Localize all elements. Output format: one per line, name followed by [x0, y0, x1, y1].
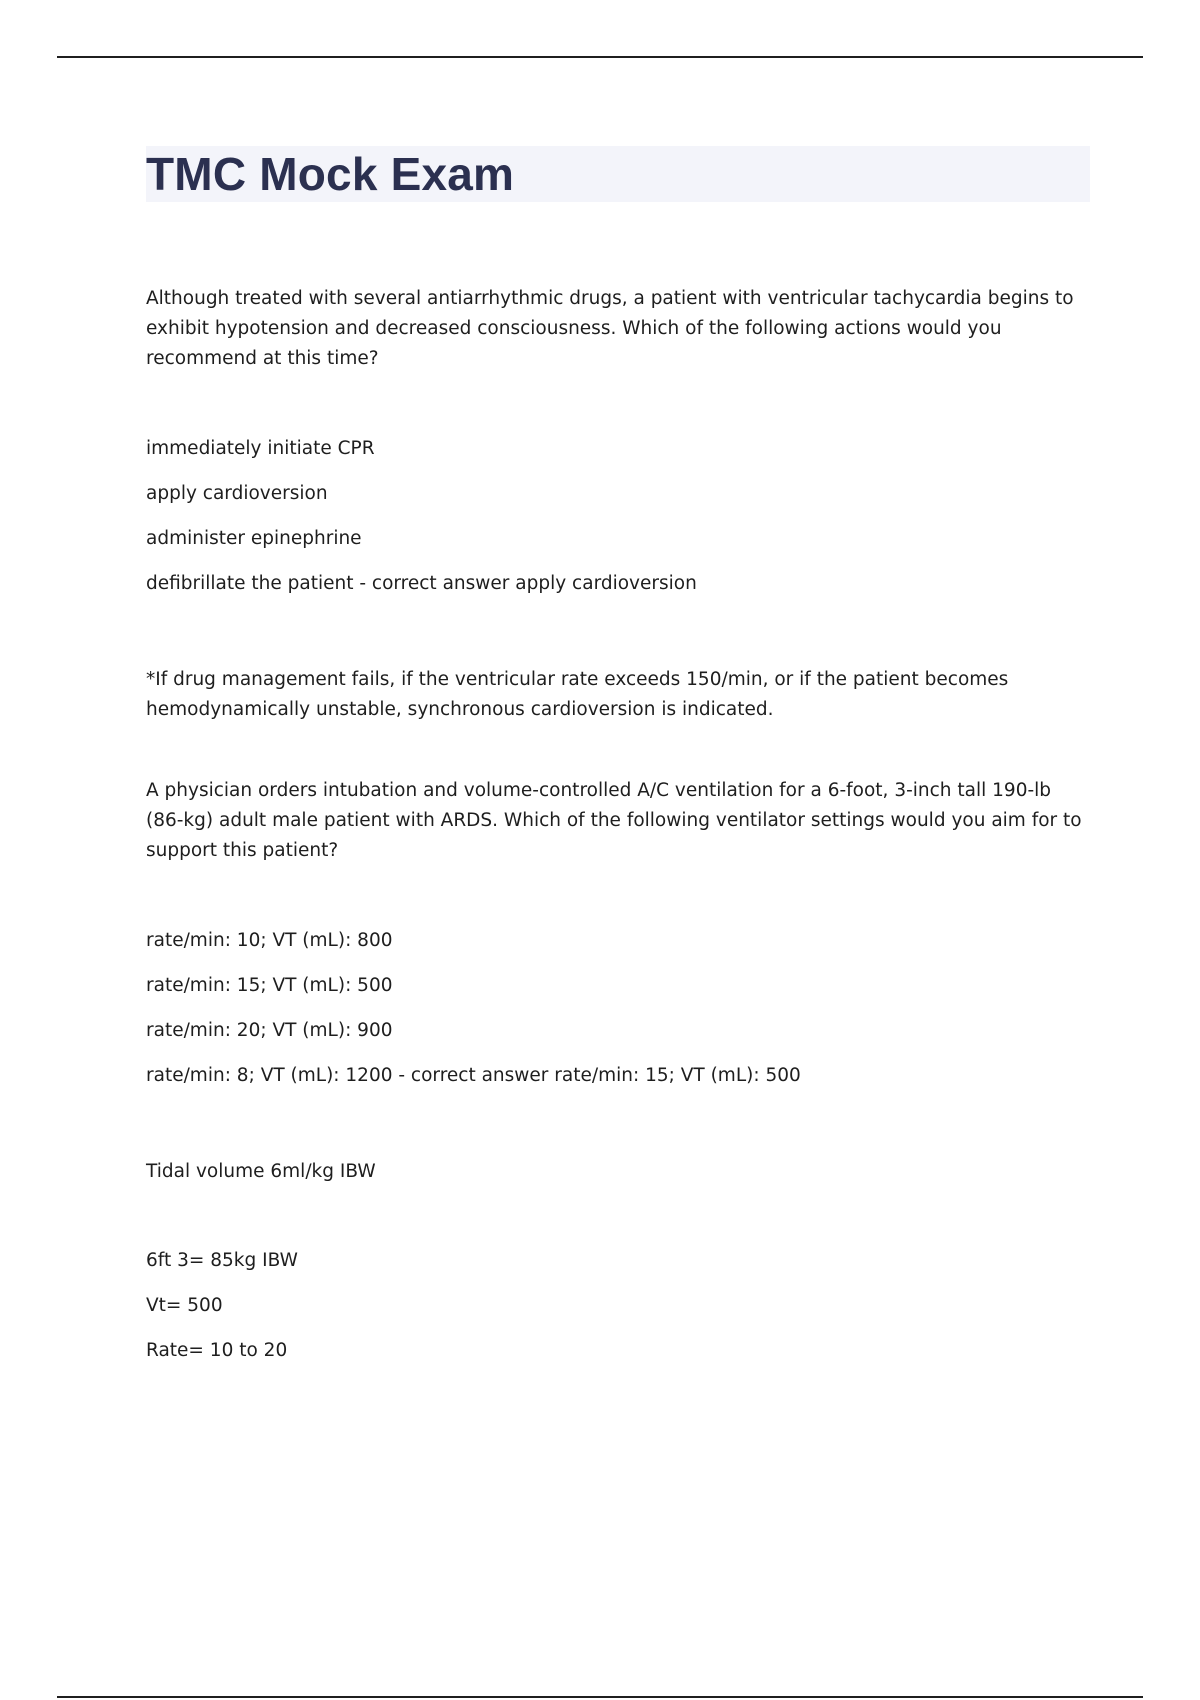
question-2-option-1: rate/min: 10; VT (mL): 800 — [146, 930, 393, 951]
question-2-note-3: Rate= 10 to 20 — [146, 1340, 288, 1361]
question-1-option-2: apply cardioversion — [146, 483, 328, 504]
question-1-explanation: *If drug management fails, if the ventricular rate exceeds 150/min, or if the patient becomes hemodynamically unstable, synchronous cardioversion is indicated. — [146, 669, 1009, 720]
question-2-option-4: rate/min: 8; VT (mL): 1200 - correct answer rate/min: 15; VT (mL): 500 — [146, 1065, 801, 1086]
question-1-option-1: immediately initiate CPR — [146, 438, 375, 459]
question-2-note-2: Vt= 500 — [146, 1295, 223, 1316]
question-1-option-3: administer epinephrine — [146, 528, 362, 549]
question-2-option-2: rate/min: 15; VT (mL): 500 — [146, 975, 393, 996]
question-2-option-3: rate/min: 20; VT (mL): 900 — [146, 1020, 393, 1041]
question-1-option-4: defibrillate the patient - correct answer apply cardioversion — [146, 573, 697, 594]
question-2-note-1: 6ft 3= 85kg IBW — [146, 1250, 298, 1271]
header-rule — [57, 56, 1143, 58]
question-1-text: Although treated with several antiarrhythmic drugs, a patient with ventricular tachycardia begins to exhibit hypotension and decreased consciousness. Which of the following actions would you recommend at this time? — [146, 288, 1074, 369]
document-body — [146, 146, 1090, 1381]
title-banner — [146, 146, 1090, 202]
question-2-options — [146, 926, 1090, 1106]
question-2-notes — [146, 1246, 1090, 1381]
question-1-options — [146, 434, 1090, 614]
page-title: TMC Mock Exam — [146, 148, 515, 200]
footer-rule — [57, 1696, 1143, 1698]
question-2-explanation: Tidal volume 6ml/kg IBW — [146, 1161, 376, 1182]
question-2-text: A physician orders intubation and volume-controlled A/C ventilation for a 6-foot, 3-inch tall 190-lb (86-kg) adult male patient with ARDS. Which of the following ventilator settings would you aim for to support this patient? — [146, 780, 1082, 861]
